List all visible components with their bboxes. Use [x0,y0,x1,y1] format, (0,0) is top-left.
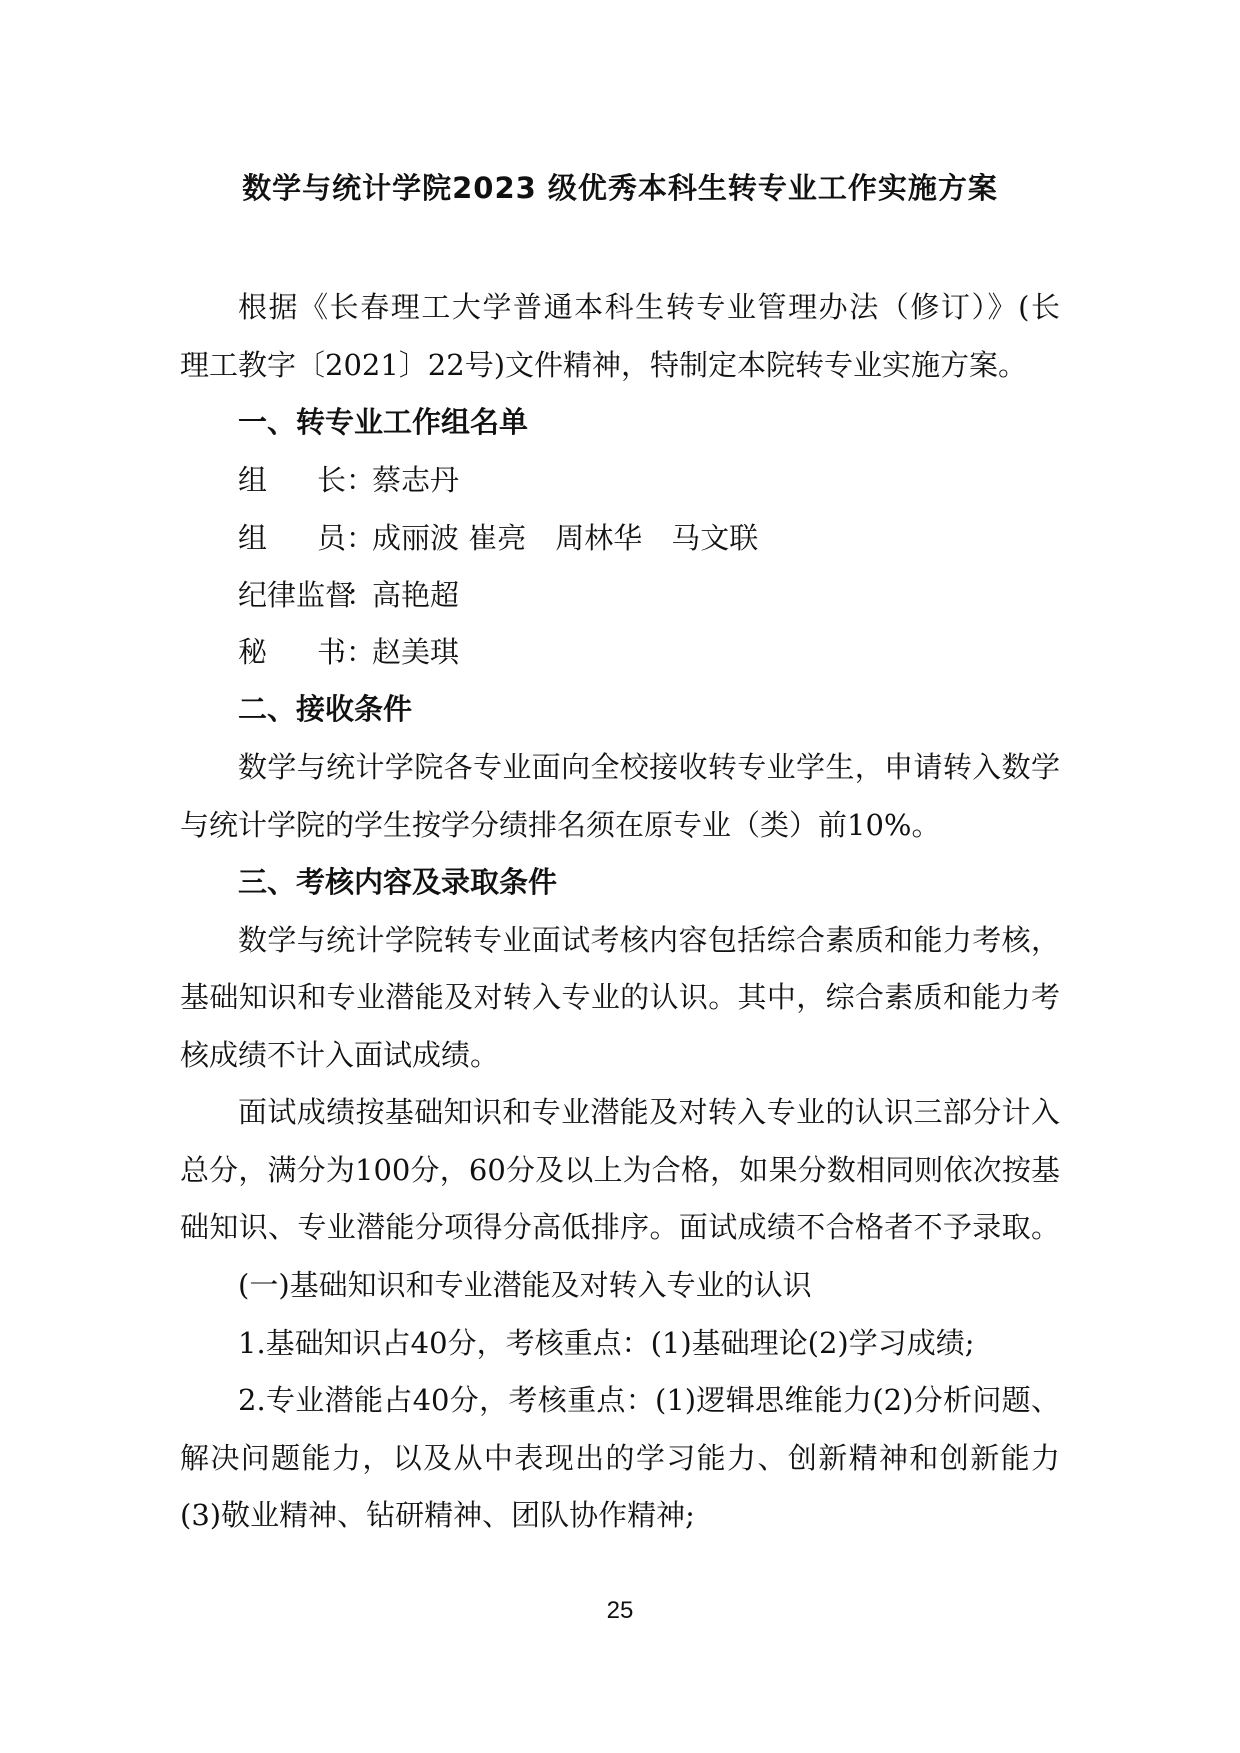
roster-row-supervision: 纪律监督：高艳超 [238,575,1060,615]
section-heading: 一、转专业工作组名单 [238,405,529,439]
roster-row-leader: 组长：蔡志丹 [238,460,1060,500]
paragraph-line: 基础知识和专业潜能及对转入专业的认识。其中，综合素质和能力考 [180,980,1060,1014]
list-item: 1.基础知识占40分，考核重点：(1)基础理论(2)学习成绩; [238,1326,975,1360]
roster-row-secretary: 秘书：赵美琪 [238,632,1060,672]
paragraph-line: 数学与统计学院转专业面试考核内容包括综合素质和能力考核， [238,923,1060,957]
roster-label: 组员 [238,521,346,555]
roster-label: 纪律监督 [238,578,355,612]
paragraph-line: 面试成绩按基础知识和专业潜能及对转入专业的认识三部分计入 [238,1095,1060,1129]
list-item: 2.专业潜能占40分，考核重点：(1)逻辑思维能力(2)分析问题、 [238,1383,1060,1417]
section-heading: 三、考核内容及录取条件 [238,865,558,899]
paragraph-line: 数学与统计学院各专业面向全校接收转专业学生，申请转入数学 [238,750,1060,784]
intro-line: 根据《长春理工大学普通本科生转专业管理办法（修订）》(长 [238,290,1060,324]
paragraph-line: 总分，满分为100分，60分及以上为合格，如果分数相同则依次按基 [180,1153,1060,1187]
roster-value: 高艳超 [372,578,460,612]
list-item: (3)敬业精神、钻研精神、团队协作精神; [180,1498,695,1532]
page-number: 25 [606,1597,634,1624]
paragraph-line: 核成绩不计入面试成绩。 [180,1038,500,1072]
paragraph-line: 与统计学院的学生按学分绩排名须在原专业（类）前10%。 [180,808,941,842]
roster-label: 秘书 [238,635,346,669]
roster-value: 成丽波 崔亮 周林华 马文联 [372,521,759,555]
roster-row-members: 组员：成丽波 崔亮 周林华 马文联 [238,518,1060,558]
roster-label: 组长 [238,463,346,497]
roster-value: 赵美琪 [372,635,460,669]
section-heading: 二、接收条件 [238,692,413,726]
document-title: 数学与统计学院2023 级优秀本科生转专业工作实施方案 [242,171,998,205]
roster-value: 蔡志丹 [372,463,460,497]
intro-line: 理工教字〔2021〕22号)文件精神，特制定本院转专业实施方案。 [180,348,1028,382]
subsection-heading: (一)基础知识和专业潜能及对转入专业的认识 [238,1268,812,1302]
paragraph-line: 础知识、专业潜能分项得分高低排序。面试成绩不合格者不予录取。 [180,1210,1060,1244]
list-item: 解决问题能力，以及从中表现出的学习能力、创新精神和创新能力 [180,1441,1060,1475]
